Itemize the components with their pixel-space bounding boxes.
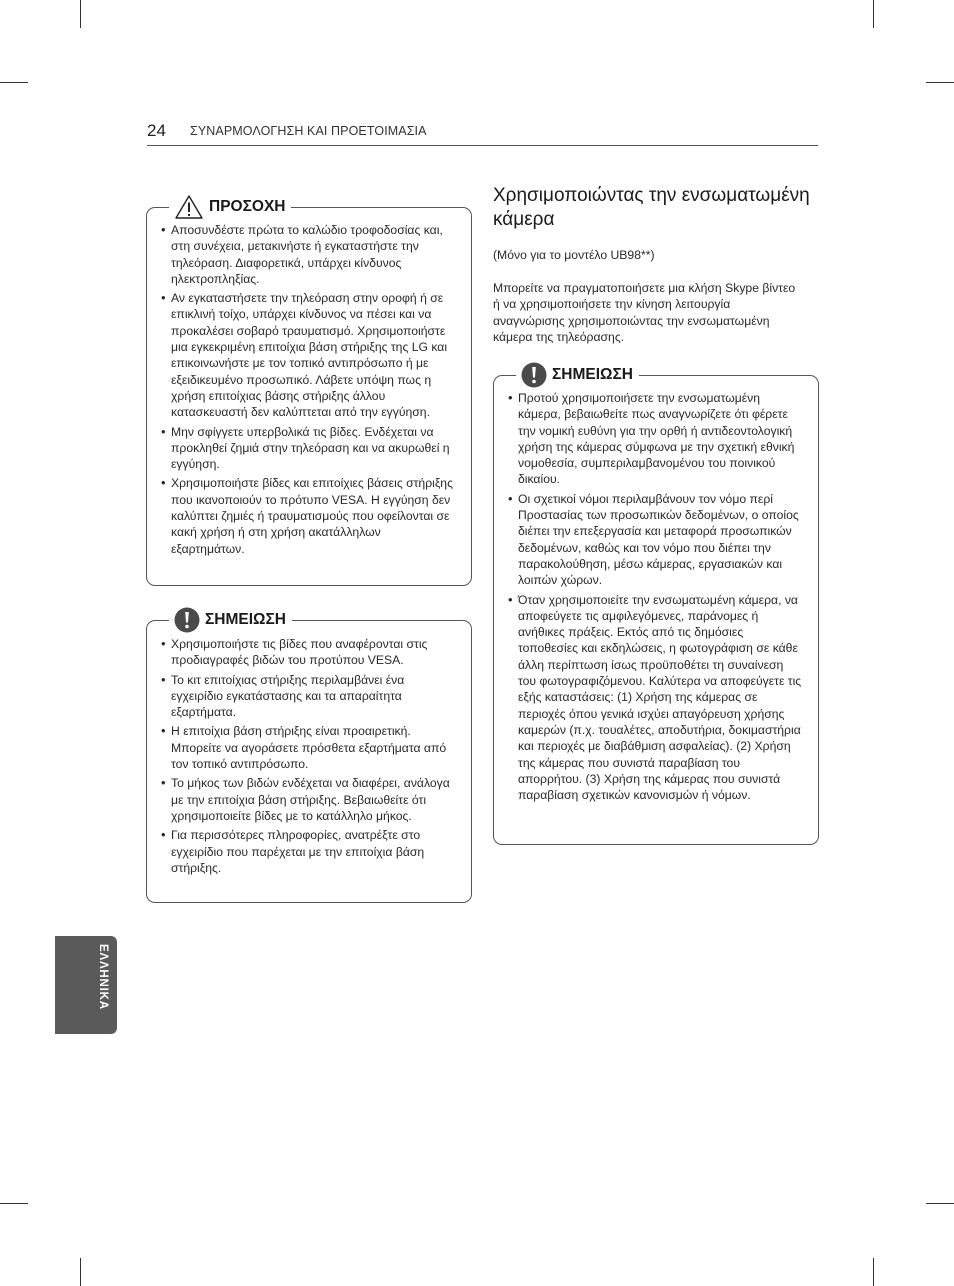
note-label-text: ΣΗΜΕΙΩΣΗ	[205, 611, 286, 628]
list-item: • Οι σχετικοί νόμοι περιλαμβάνουν τον νόμο περί Προστασίας των προσωπικών δεδομένων, ο οποίος διέπει την επεξεργασία και μεταφορά προσωπικών δεδομένων, καθώς και τον νόμο που διέπει την παρακολούθηση, μέσω κάμερας, εργασιακών και λοιπών χώρων.	[508, 491, 804, 589]
list-item: • Το κιτ επιτοίχιας στήριξης περιλαμβάνει ένα εγχειρίδιο εγκατάστασης και τα απαραίτητα εξαρτήματα.	[161, 672, 457, 721]
list-item: • Χρησιμοποιήστε βίδες και επιτοίχιες βάσεις στήριξης που ικανοποιούν το πρότυπο VESA. Η εγγύηση δεν καλύπτει ζημιές ή τραυματισμούς που οφείλονται σε κακή χρήση ή στη χρήση ακατάλληλων εξαρτημάτων.	[161, 475, 457, 556]
list-item: • Προτού χρησιμοποιήσετε την ενσωματωμένη κάμερα, βεβαιωθείτε πως αναγνωρίζετε ότι φέρετε την νομική ευθύνη για την ορθή ή αντιδεοντολογική χρήση της κάμερας σύμφωνα με την σχετική εθνική νομοθεσία, συμπεριλαμβανομένου του ποινικού δικαίου.	[508, 390, 804, 488]
exclamation-circle-icon	[521, 362, 547, 388]
list-item: • Για περισσότερες πληροφορίες, ανατρέξτε στο εγχειρίδιο που παρέχεται με την επιτοίχια βάση στήριξης.	[161, 827, 457, 876]
crop-mark	[926, 82, 954, 83]
caution-list	[161, 222, 457, 560]
note-list-left	[161, 636, 457, 879]
page-number: 24	[147, 121, 166, 140]
crop-mark	[80, 0, 81, 28]
note-label-text: ΣΗΜΕΙΩΣΗ	[552, 366, 633, 383]
warning-triangle-icon	[174, 194, 204, 220]
note-list-right	[508, 390, 804, 806]
crop-mark	[0, 82, 28, 83]
caution-box	[146, 198, 472, 586]
camera-section-title: Χρησιμοποιώντας την ενσωματωμένη κάμερα	[493, 185, 810, 230]
exclamation-circle-icon	[174, 607, 200, 633]
list-item: • Αν εγκαταστήσετε την τηλεόραση στην οροφή ή σε επικλινή τοίχο, υπάρχει κίνδυνος να πέσει και να προκαλέσει σοβαρό τραυματισμό. Χρησιμοποιήστε μια εγκεκριμένη επιτοίχια βάση στήριξης της LG και επικοινωνήστε με τον τοπικό αντιπρόσωπο ή με εξειδικευμένο προσωπικό. Λάβετε υπόψη πως η χρήση επιτοίχιας βάσης στήριξης άλλου κατασκευαστή δεν καλύπτεται από την εγγύηση.	[161, 290, 457, 420]
language-tab-label: ΕΛΛΗΝΙΚΑ	[97, 944, 109, 1010]
list-item: • Όταν χρησιμοποιείτε την ενσωματωμένη κάμερα, να αποφεύγετε τις αμφιλεγόμενες, παράνομες ή ανήθικες πράξεις. Εκτός από τις δημόσιες τοποθεσίες και εκδηλώσεις, η φωτογράφιση σε κάθε άλλη περίπτωση ίσως προϋποθέτει τη συναίνεση του φωτογραφιζόμενου. Καλύτερα να αποφεύγετε τις εξής καταστάσεις: (1) Χρήση της κάμερας σε περιοχές όπου γενικά ισχύει απαγόρευση χρήσης καμερών (π.χ. τουαλέτες, αποδυτήρια, δοκιμαστήρια και περιοχές με διαβάθμιση ασφαλείας). (2) Χρήση της κάμερας που συνιστά παραβίαση του απορρήτου. (3) Χρήση της κάμερας που συνιστά παραβίαση σχετικών κανονισμών ή νόμων.	[508, 592, 804, 804]
note-box-right	[493, 366, 819, 845]
model-note: (Μόνο για το μοντέλο UB98**)	[493, 248, 655, 262]
list-item: • Μην σφίγγετε υπερβολικά τις βίδες. Ενδέχεται να προκληθεί ζημιά στην τηλεόραση και να ακυρωθεί η εγγύηση.	[161, 424, 457, 473]
list-item: • Αποσυνδέστε πρώτα το καλώδιο τροφοδοσίας και, στη συνέχεια, μετακινήστε ή εγκαταστήστε την τηλεόραση. Διαφορετικά, υπάρχει κίνδυνος ηλεκτροπληξίας.	[161, 222, 457, 287]
list-item: • Χρησιμοποιήστε τις βίδες που αναφέρονται στις προδιαγραφές βιδών του προτύπου VESA.	[161, 636, 457, 669]
list-item: • Το μήκος των βιδών ενδέχεται να διαφέρει, ανάλογα με την επιτοίχια βάση στήριξης. Βεβαιωθείτε ότι χρησιμοποιείτε βίδες με το κατάλληλο μήκος.	[161, 775, 457, 824]
section-title: ΣΥΝΑΡΜΟΛΟΓΗΣΗ ΚΑΙ ΠΡΟΕΤΟΙΜΑΣΙΑ	[190, 124, 427, 138]
crop-mark	[873, 0, 874, 28]
list-item: • Η επιτοίχια βάση στήριξης είναι προαιρετική. Μπορείτε να αγοράσετε πρόσθετα εξαρτήματα από τον τοπικό αντιπρόσωπο.	[161, 723, 457, 772]
note-box-left	[146, 611, 472, 903]
crop-mark	[873, 1258, 874, 1286]
note-label-right	[516, 362, 639, 388]
note-label-left	[169, 607, 292, 633]
crop-mark	[926, 1203, 954, 1204]
crop-mark	[80, 1258, 81, 1286]
camera-intro-paragraph: Μπορείτε να πραγματοποιήσετε μια κλήση Skype βίντεο ή να χρησιμοποιήσετε την κίνηση λειτουργία αναγνώρισης χρησιμοποιώντας την ενσωματωμένη κάμερα της τηλεόρασης.	[493, 281, 796, 344]
crop-mark	[0, 1203, 28, 1204]
page-header	[147, 120, 818, 146]
caution-label-text: ΠΡΟΣΟΧΗ	[209, 198, 286, 215]
caution-label	[169, 194, 291, 220]
